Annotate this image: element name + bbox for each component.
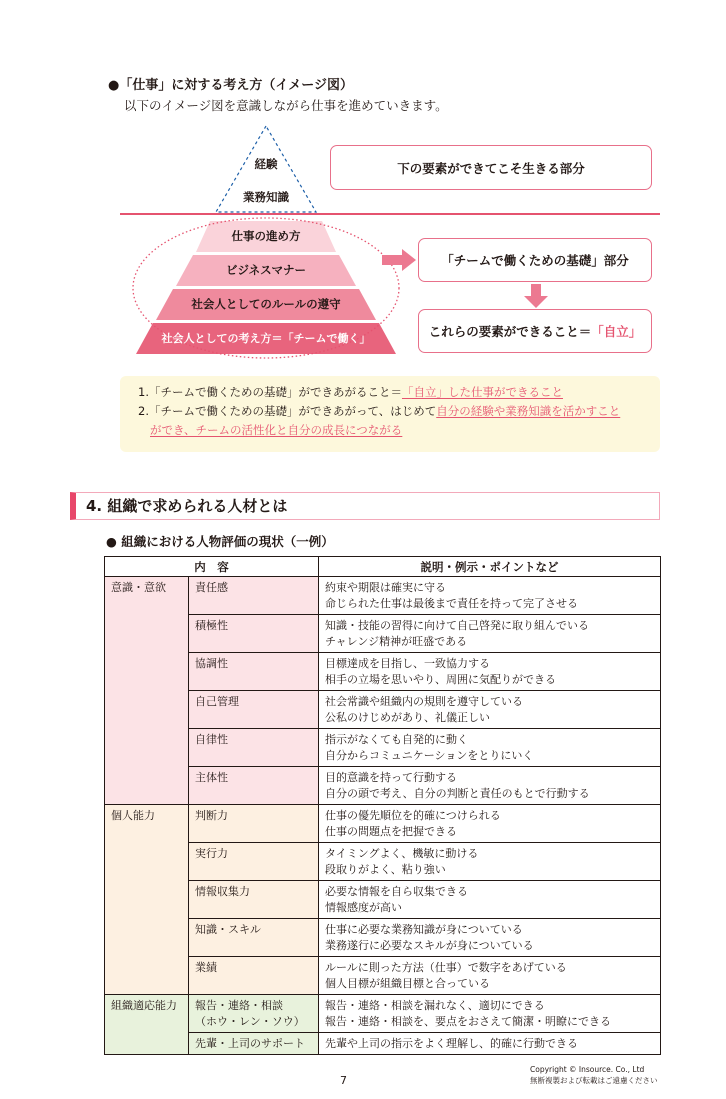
box-independence-accent: 「自立」	[591, 324, 642, 339]
description-cell	[319, 577, 661, 615]
description-line: 指示がなくても自発的に動く	[325, 733, 468, 746]
note-item-2-highlight-a: 自分の経験や業務知識を活かすこと	[436, 404, 621, 418]
item-label: 協調性	[195, 657, 228, 670]
description-line: 業務遂行に必要なスキルが身についている	[325, 939, 534, 952]
description-line: 命じられた仕事は最後まで責任を持って完了させる	[325, 597, 578, 610]
note-item-2-cont	[138, 421, 660, 440]
item-label-sub: （ホウ・レン・ソウ）	[195, 1015, 305, 1028]
description-cell	[319, 1033, 661, 1055]
category-cell: 意識・意欲	[105, 577, 189, 805]
pyramid-level-knowledge: 業務知識	[243, 190, 289, 204]
evaluation-table	[104, 556, 661, 1055]
pyramid-level-manners: ビジネスマナー	[226, 263, 306, 277]
item-label: 責任感	[195, 581, 228, 594]
description-line: 個人目標が組織目標と合っている	[325, 977, 490, 990]
diagram-title: ●「仕事」に対する考え方（イメージ図）	[108, 78, 353, 93]
description-line: 報告・連絡・相談を漏れなく、適切にできる	[325, 999, 545, 1012]
category-cell: 個人能力	[105, 805, 189, 995]
table-row	[105, 691, 661, 729]
note-item-2-text: 2.「チームで働くための基礎」ができあがって、はじめて	[138, 404, 437, 418]
note-item-2	[138, 402, 660, 421]
item-label: 積極性	[195, 619, 228, 632]
note-item-1-text: 1.「チームで働くための基礎」ができあがること＝	[138, 385, 402, 399]
box-independence	[418, 309, 652, 353]
item-label: 主体性	[195, 771, 228, 784]
description-line: 必要な情報を自ら収集できる	[325, 885, 468, 898]
copyright-line: Copyright © Insource. Co., Ltd	[530, 1065, 645, 1074]
description-line: 目標達成を目指し、一致協力する	[325, 657, 490, 670]
pyramid-level-experience: 経験	[254, 157, 278, 171]
table-row	[105, 729, 661, 767]
table-row	[105, 995, 661, 1033]
header-description: 説明・例示・ポイントなど	[319, 557, 661, 577]
description-line: 情報感度が高い	[325, 901, 402, 914]
item-label: 自己管理	[195, 695, 239, 708]
description-cell	[319, 805, 661, 843]
note-item-1	[138, 383, 660, 402]
section-4-subtitle: ● 組織における人物評価の現状（一例）	[106, 534, 334, 549]
item-label: 実行力	[195, 847, 228, 860]
description-line: 先輩や上司の指示をよく理解し、的確に行動できる	[325, 1037, 578, 1050]
item-label: 知識・スキル	[195, 923, 261, 936]
table-row	[105, 615, 661, 653]
table-row	[105, 767, 661, 805]
item-cell	[189, 615, 319, 653]
description-line: 公私のけじめがあり、礼儀正しい	[325, 711, 490, 724]
description-line: 社会常識や組織内の規則を遵守している	[325, 695, 523, 708]
note-item-1-highlight: 「自立」した仕事ができること	[401, 385, 563, 399]
description-line: 仕事の優先順位を的確につけられる	[325, 809, 501, 822]
arrow-down-shaft	[531, 284, 541, 297]
description-line: タイミングよく、機敏に動ける	[325, 847, 479, 860]
description-line: 知識・技能の習得に向けて自己啓発に取り組んでいる	[325, 619, 589, 632]
item-cell	[189, 919, 319, 957]
description-line: 自分からコミュニケーションをとりにいく	[325, 749, 534, 762]
description-cell	[319, 881, 661, 919]
item-label: 自律性	[195, 733, 228, 746]
item-cell	[189, 729, 319, 767]
arrow-right-shaft	[382, 255, 402, 265]
item-cell	[189, 691, 319, 729]
notes-box	[120, 376, 660, 452]
table-row	[105, 881, 661, 919]
category-cell: 組織適応能力	[105, 995, 189, 1055]
table-row	[105, 1033, 661, 1055]
pyramid-level-rules: 社会人としてのルールの遵守	[191, 297, 341, 311]
description-cell	[319, 691, 661, 729]
item-cell	[189, 995, 319, 1033]
page-number: 7	[340, 1074, 347, 1087]
table-row	[105, 843, 661, 881]
table-row	[105, 957, 661, 995]
description-cell	[319, 729, 661, 767]
table-row	[105, 919, 661, 957]
table-row	[105, 653, 661, 691]
table-row	[105, 805, 661, 843]
item-cell	[189, 957, 319, 995]
box-upper-elements: 下の要素ができてこそ生きる部分	[330, 145, 652, 190]
description-line: 仕事の問題点を把握できる	[325, 825, 457, 838]
table-header-row	[105, 557, 661, 577]
item-cell	[189, 653, 319, 691]
diagram-subtitle: 以下のイメージ図を意識しながら仕事を進めていきます。	[124, 98, 448, 113]
item-cell	[189, 577, 319, 615]
description-line: 約束や期限は確実に守る	[325, 581, 446, 594]
description-cell	[319, 615, 661, 653]
description-line: 相手の立場を思いやり、周囲に気配りができる	[325, 673, 556, 686]
item-cell	[189, 805, 319, 843]
table-row	[105, 577, 661, 615]
arrow-right-icon	[402, 249, 416, 271]
item-cell	[189, 843, 319, 881]
description-cell	[319, 767, 661, 805]
description-cell	[319, 995, 661, 1033]
description-line: 自分の頭で考え、自分の判断と責任のもとで行動する	[325, 787, 590, 800]
description-line: 報告・連絡・相談を、要点をおさえて簡潔・明瞭にできる	[325, 1015, 611, 1028]
description-cell	[319, 843, 661, 881]
header-content: 内 容	[105, 557, 319, 577]
description-cell	[319, 653, 661, 691]
note-item-2-highlight-b: ができ、チームの活性化と自分の成長につながる	[150, 423, 403, 437]
item-label: 先輩・上司のサポート	[195, 1037, 305, 1050]
item-label: 業績	[195, 961, 217, 974]
description-line: ルールに則った方法（仕事）で数字をあげている	[325, 961, 567, 974]
box-independence-text: これらの要素ができること＝	[428, 324, 592, 339]
pyramid-level-mindset: 社会人としての考え方＝「チームで働く」	[161, 332, 371, 345]
description-line: 仕事に必要な業務知識が身についている	[325, 923, 523, 936]
box-team-foundation: 「チームで働くための基礎」部分	[418, 238, 652, 282]
item-label: 情報収集力	[195, 885, 250, 898]
copyright	[530, 1064, 658, 1086]
item-cell	[189, 881, 319, 919]
description-cell	[319, 919, 661, 957]
description-line: チャレンジ精神が旺盛である	[325, 635, 468, 648]
description-cell	[319, 957, 661, 995]
item-cell	[189, 767, 319, 805]
description-line: 段取りがよく、粘り強い	[325, 863, 446, 876]
section-4-heading: 4. 組織で求められる人材とは	[70, 492, 660, 520]
item-label: 報告・連絡・相談	[195, 999, 283, 1012]
pyramid-level-work-method: 仕事の進め方	[231, 229, 301, 243]
item-cell	[189, 1033, 319, 1055]
item-label: 判断力	[195, 809, 228, 822]
copyright-notice: 無断複製および転載はご遠慮ください	[530, 1076, 658, 1085]
description-line: 目的意識を持って行動する	[325, 771, 457, 784]
arrow-down-icon	[524, 296, 548, 308]
